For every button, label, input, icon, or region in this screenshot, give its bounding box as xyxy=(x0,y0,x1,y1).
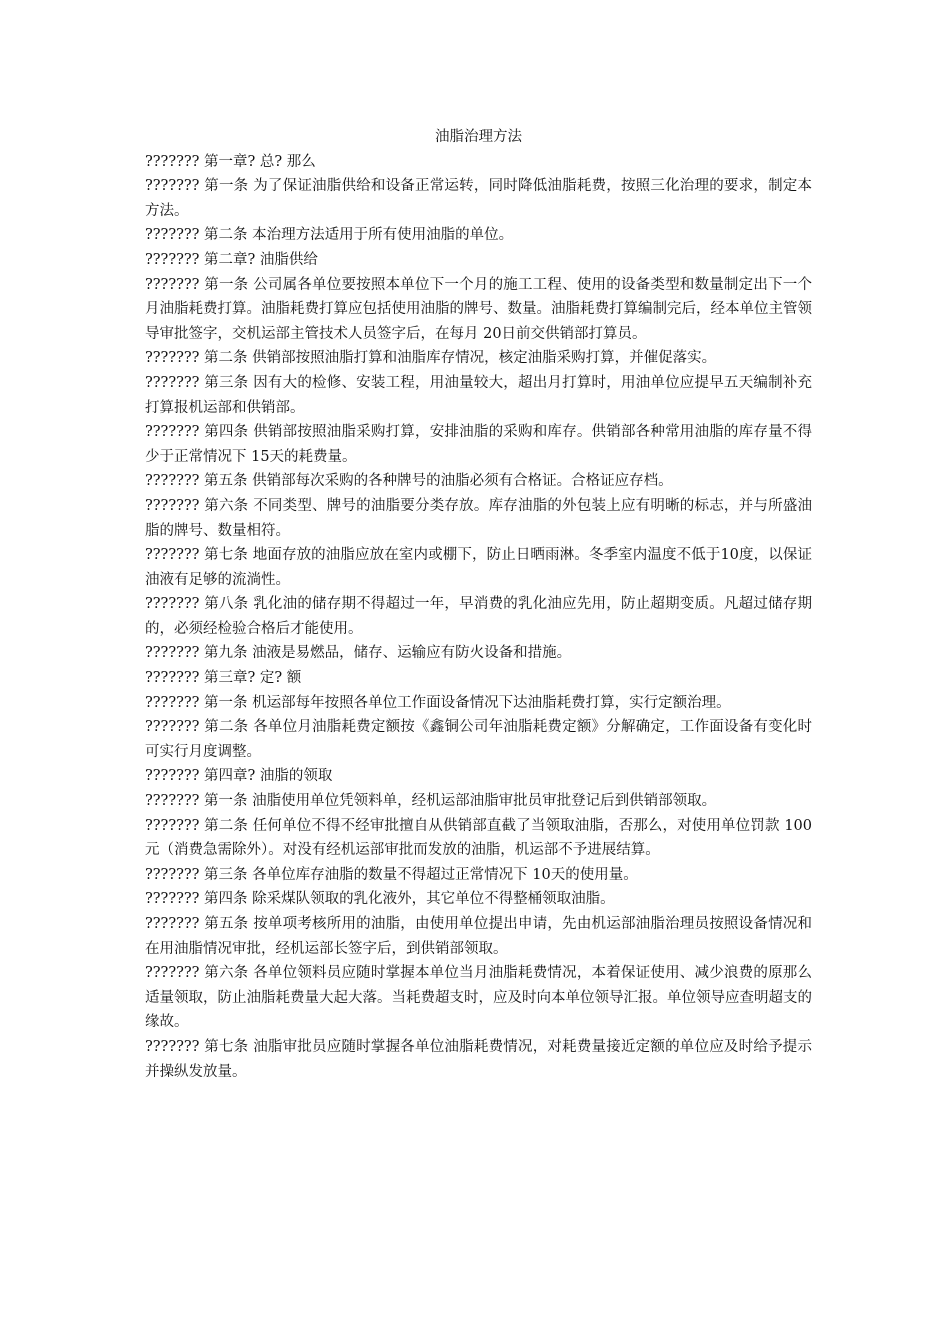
document-paragraph: ??????? 第六条 不同类型、牌号的油脂要分类存放。库存油脂的外包装上应有明晰的标志，并与所盛油脂的牌号、数量相符。 xyxy=(145,497,812,539)
document-paragraph: ??????? 第九条 油液是易燃品，储存、运输应有防火设备和措施。 xyxy=(145,645,572,662)
document-paragraph: ??????? 第三条 各单位库存油脂的数量不得超过正常情况下 10天的使用量。 xyxy=(145,866,638,883)
document-title: 油脂治理方法 xyxy=(435,129,522,145)
document-paragraph: ??????? 第三条 因有大的检修、安装工程，用油量较大，超出月打算时，用油单位应提早五天编制补充打算报机运部和供销部。 xyxy=(145,374,812,416)
document-paragraph: ??????? 第七条 油脂审批员应随时掌握各单位油脂耗费情况，对耗费量接近定额的单位应及时给予提示并操纵发放量。 xyxy=(145,1038,812,1080)
document-paragraph: ??????? 第八条 乳化油的储存期不得超过一年，早消费的乳化油应先用，防止超期变质。凡超过储存期的，必须经检验合格后才能使用。 xyxy=(145,596,812,637)
document-paragraph: ??????? 第六条 各单位领料员应随时掌握本单位当月油脂耗费情况，本着保证使用、减少浪费的原那么适量领取，防止油脂耗费量大起大落。当耗费超支时，应及时向本单位领导汇报。单位领导应查明超支的缘故。 xyxy=(145,965,812,1031)
document-paragraph: ??????? 第一条 为了保证油脂供给和设备正常运转，同时降低油脂耗费，按照三化治理的要求，制定本方法。 xyxy=(145,178,812,219)
document-paragraph: ??????? 第二条 本治理方法适用于所有使用油脂的单位。 xyxy=(145,227,514,244)
document-paragraph: ??????? 第二条 供销部按照油脂打算和油脂库存情况，核定油脂采购打算，并催促落实。 xyxy=(145,350,717,367)
document-paragraph: ??????? 第三章? 定? 额 xyxy=(145,670,302,687)
document-paragraph: ??????? 第二条 各单位月油脂耗费定额按《鑫铜公司年油脂耗费定额》分解确定，工作面设备有变化时可实行月度调整。 xyxy=(145,719,812,760)
document-body xyxy=(145,150,812,1085)
document-paragraph: ??????? 第五条 按单项考核所用的油脂，由使用单位提出申请，先由机运部油脂治理员按照设备情况和在用油脂情况审批，经机运部长签字后，到供销部领取。 xyxy=(145,916,812,957)
document-paragraph: ??????? 第二章? 油脂供给 xyxy=(145,251,318,268)
document-paragraph: ??????? 第五条 供销部每次采购的各种牌号的油脂必须有合格证。合格证应存档。 xyxy=(145,473,673,490)
document-paragraph: ??????? 第四章? 油脂的领取 xyxy=(145,768,333,785)
document-paragraph: ??????? 第二条 任何单位不得不经审批擅自从供销部直截了当领取油脂，否那么，对使用单位罚款 100元（消费急需除外）。对没有经机运部审批而发放的油脂，机运部不予进展结算。 xyxy=(145,817,812,859)
document-paragraph: ??????? 第一条 油脂使用单位凭领料单，经机运部油脂审批员审批登记后到供销部领取。 xyxy=(145,793,717,810)
document-paragraph: ??????? 第一条 机运部每年按照各单位工作面设备情况下达油脂耗费打算，实行定额治理。 xyxy=(145,694,731,711)
document-paragraph: ??????? 第一条 公司属各单位要按照本单位下一个月的施工工程、使用的设备类型和数量制定出下一个月油脂耗费打算。油脂耗费打算应包括使用油脂的牌号、数量。油脂耗费打算编制完后，经本单位主管领导审批签字，交机运部主管技术人员签字后，在每月 20日前交供销部打算员。 xyxy=(145,276,812,342)
document-paragraph: ??????? 第七条 地面存放的油脂应放在室内或棚下，防止日晒雨淋。冬季室内温度不低于10度，以保证油液有足够的流淌性。 xyxy=(145,547,812,588)
document-page xyxy=(145,125,812,1084)
document-paragraph: ??????? 第一章? 总? 那么 xyxy=(145,153,316,170)
document-paragraph: ??????? 第四条 除采煤队领取的乳化液外，其它单位不得整桶领取油脂。 xyxy=(145,891,615,908)
document-paragraph: ??????? 第四条 供销部按照油脂采购打算，安排油脂的采购和库存。供销部各种常用油脂的库存量不得少于正常情况下 15天的耗费量。 xyxy=(145,424,812,465)
